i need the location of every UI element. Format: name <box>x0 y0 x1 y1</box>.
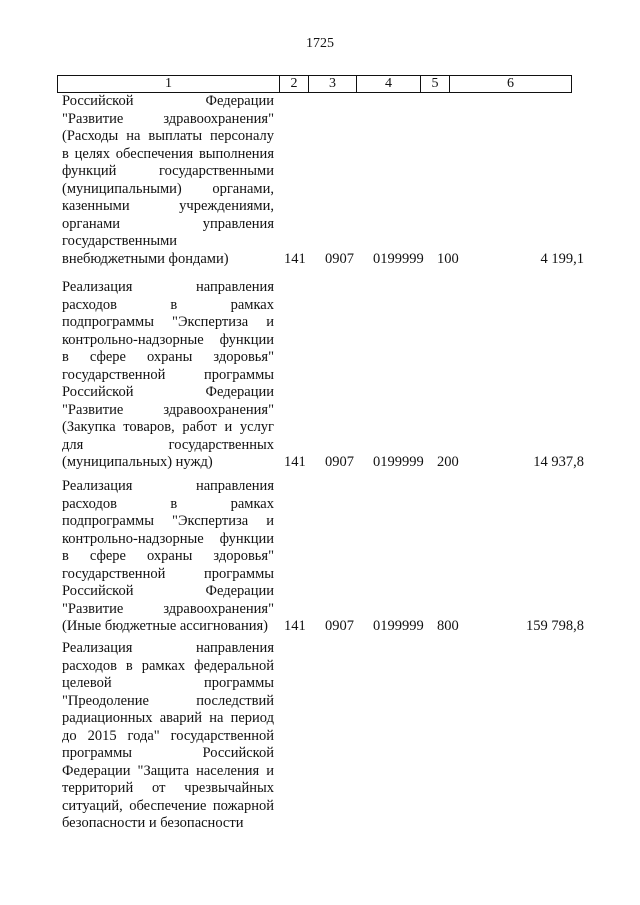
page-number: 1725 <box>306 36 334 51</box>
description-line: Реализация направления <box>62 478 274 494</box>
description-line: "Развитие здравоохранения" <box>62 401 274 418</box>
section-code: 0907 <box>325 618 354 634</box>
description-line: "Развитие здравоохранения" <box>62 600 274 617</box>
target-article-code: 0199999 <box>373 454 424 470</box>
description-line: в сфере охраны здоровья" <box>62 349 274 365</box>
expense-type-code: 100 <box>437 250 459 267</box>
description-line: (муниципальными) органами, <box>62 180 274 197</box>
column-header-6: 6 <box>507 76 514 91</box>
description-line: в целях обеспечения выполнения <box>62 145 274 162</box>
description-line: внебюджетными фондами) <box>62 250 229 267</box>
description-line: радиационных аварий на период <box>62 710 274 726</box>
description-line: Реализация направления <box>62 279 274 295</box>
column-header-1: 1 <box>58 76 280 92</box>
description-line: контрольно-надзорные функции <box>62 331 274 348</box>
description-line: подпрограммы "Экспертиза и <box>62 314 274 330</box>
description-line: Федерации "Защита населения и <box>62 762 274 779</box>
description-line: целевой программы <box>62 675 274 691</box>
description-line: для государственных <box>62 436 274 453</box>
description-line: в сфере охраны здоровья" <box>62 548 274 564</box>
description-line: территорий от чрезвычайных <box>62 780 274 796</box>
description-line: подпрограммы "Экспертиза и <box>62 513 274 529</box>
amount-value: 4 199,1 <box>540 250 584 267</box>
column-header-2: 2 <box>280 76 309 92</box>
row-description <box>62 478 274 636</box>
description-line: программы Российской <box>62 745 274 761</box>
description-line: государственной программы <box>62 366 274 383</box>
description-line: "Преодоление последствий <box>62 692 274 709</box>
description-line: Российской Федерации <box>62 93 274 109</box>
expense-type-code: 200 <box>437 454 459 470</box>
column-header-4: 4 <box>357 76 421 92</box>
description-line: (Иные бюджетные ассигнования) <box>62 618 269 634</box>
description-line: (Закупка товаров, работ и услуг <box>62 419 274 435</box>
description-line: функций государственными <box>62 163 274 179</box>
description-line: органами управления <box>62 215 274 232</box>
column-header-3: 3 <box>309 76 357 92</box>
amount-value: 159 798,8 <box>526 618 584 634</box>
description-line: расходов в рамках федеральной <box>62 657 274 674</box>
description-line: до 2015 года" государственной <box>62 727 274 744</box>
department-code: 141 <box>284 454 306 470</box>
department-code: 141 <box>284 250 306 267</box>
target-article-code: 0199999 <box>373 250 424 267</box>
department-code: 141 <box>284 618 306 634</box>
row-description <box>62 93 274 268</box>
description-line: (муниципальных) нужд) <box>62 454 213 470</box>
description-line: расходов в рамках <box>62 296 274 313</box>
description-line: Российской Федерации <box>62 583 274 599</box>
expense-type-code: 800 <box>437 618 459 634</box>
description-line: безопасности и безопасности <box>62 815 244 831</box>
description-line: ситуаций, обеспечение пожарной <box>62 797 274 814</box>
row-description <box>62 640 274 833</box>
description-line: государственной программы <box>62 565 274 582</box>
description-line: (Расходы на выплаты персоналу <box>62 128 274 144</box>
description-line: "Развитие здравоохранения" <box>62 110 274 127</box>
description-line: казенными учреждениями, <box>62 198 274 214</box>
description-line: расходов в рамках <box>62 495 274 512</box>
section-code: 0907 <box>325 454 354 470</box>
description-line: контрольно-надзорные функции <box>62 530 274 547</box>
description-line: государственными <box>62 233 178 249</box>
column-header-5: 5 <box>421 76 450 92</box>
row-description <box>62 279 274 472</box>
section-code: 0907 <box>325 250 354 267</box>
description-line: Реализация направления <box>62 640 274 656</box>
table-header <box>57 75 572 93</box>
description-line: Российской Федерации <box>62 384 274 400</box>
target-article-code: 0199999 <box>373 618 424 634</box>
amount-value: 14 937,8 <box>533 454 584 470</box>
